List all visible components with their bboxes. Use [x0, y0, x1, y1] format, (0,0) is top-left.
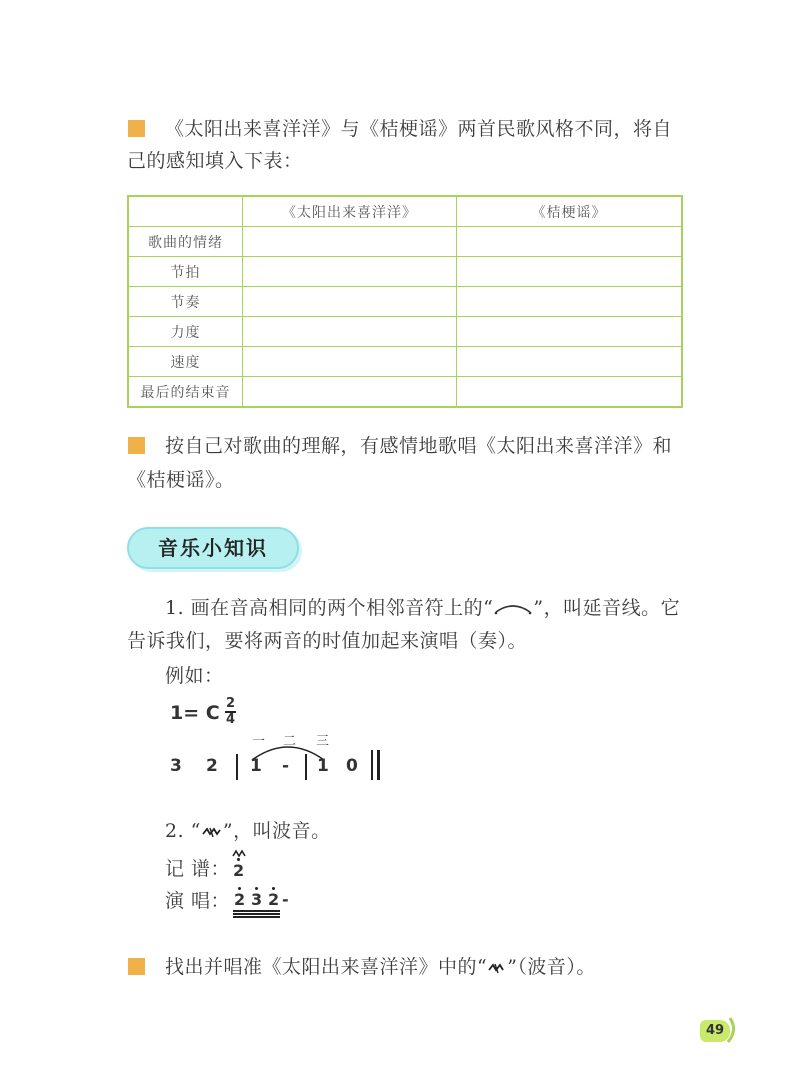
time-signature-bottom: 4 — [226, 712, 236, 727]
row-label: 节奏 — [128, 287, 243, 317]
blank-cell[interactable] — [457, 377, 683, 408]
table-header-cell: 《桔梗谣》 — [457, 196, 683, 227]
blank-cell[interactable] — [457, 287, 683, 317]
sing-label: 演 唱： — [165, 890, 231, 912]
row-label: 最后的结束音 — [128, 377, 243, 408]
table-header-cell: 《太阳出来喜洋洋》 — [243, 196, 457, 227]
note: 0 — [346, 756, 358, 776]
underline — [233, 916, 280, 918]
note: 3 — [170, 756, 182, 776]
blank-cell[interactable] — [243, 317, 457, 347]
note: 1 — [317, 756, 329, 776]
note: 2 — [206, 756, 218, 776]
row-label: 力度 — [128, 317, 243, 347]
tie-text-b: ”，叫延音线。它 — [533, 597, 681, 619]
blank-cell[interactable] — [243, 377, 457, 408]
table-header-cell — [128, 196, 243, 227]
tie-symbol-icon — [493, 602, 533, 616]
music-knowledge-badge: 音乐小知识 — [127, 527, 299, 569]
page-number: 49 — [700, 1020, 730, 1042]
blank-cell[interactable] — [457, 257, 683, 287]
note: 2 — [234, 890, 246, 909]
note: 3 — [251, 890, 263, 909]
mordent-symbol-icon — [487, 961, 507, 975]
row-label: 节拍 — [128, 257, 243, 287]
blank-cell[interactable] — [457, 317, 683, 347]
note: 2 — [233, 861, 245, 880]
underline — [233, 913, 280, 915]
bullet-square-icon — [128, 958, 145, 975]
feeling-table — [127, 195, 683, 408]
tie-definition — [165, 592, 680, 624]
table-row — [128, 377, 682, 408]
blank-cell[interactable] — [243, 227, 457, 257]
beat-count: 一 — [252, 734, 266, 749]
bullet-square-icon — [128, 120, 145, 137]
instruction-text: 按自己对歌曲的理解，有感情地歌唱《太阳出来喜洋洋》和 — [165, 435, 673, 457]
table-row — [128, 317, 682, 347]
note-dash: - — [282, 890, 289, 909]
instruction-text: 《太阳出来喜洋洋》与《桔梗谣》两首民歌风格不同，将自 — [165, 118, 673, 140]
final-barline — [371, 750, 373, 780]
instruction-text-a: 找出并唱准《太阳出来喜洋洋》中的“ — [165, 956, 488, 978]
mordent-definition — [165, 815, 331, 847]
barline — [236, 754, 238, 780]
blank-cell[interactable] — [457, 227, 683, 257]
table-row — [128, 287, 682, 317]
beat-count: 二 — [283, 734, 297, 749]
key-signature: 1= C — [170, 702, 220, 724]
page-corner-leaf-icon — [726, 1016, 740, 1044]
blank-cell[interactable] — [457, 347, 683, 377]
barline — [305, 754, 307, 780]
bullet-square-icon — [128, 437, 145, 454]
blank-cell[interactable] — [243, 257, 457, 287]
notation-label: 记 谱： — [165, 858, 231, 880]
instruction-text — [165, 951, 596, 983]
table-header-row — [128, 196, 682, 227]
final-barline — [377, 750, 380, 780]
instruction-text-cont: 己的感知填入下表： — [127, 150, 303, 172]
beat-count: 三 — [316, 734, 330, 749]
table-row — [128, 227, 682, 257]
tie-definition-cont: 告诉我们，要将两音的时值加起来演唱（奏）。 — [127, 630, 528, 652]
note-dash: - — [282, 756, 290, 776]
example-label: 例如： — [165, 665, 224, 687]
mordent-text-a: 2. “ — [165, 820, 201, 842]
instruction-text-cont: 《桔梗谣》。 — [127, 469, 235, 491]
mordent-symbol-icon — [201, 825, 223, 839]
instruction-text-b: ”（波音）。 — [507, 956, 596, 978]
blank-cell[interactable] — [243, 347, 457, 377]
row-label: 歌曲的情绪 — [128, 227, 243, 257]
mordent-mark-icon — [232, 848, 246, 858]
blank-cell[interactable] — [243, 287, 457, 317]
note: 1 — [250, 756, 262, 776]
mordent-text-b: ”，叫波音。 — [222, 820, 331, 842]
note: 2 — [268, 890, 280, 909]
time-signature-top: 2 — [226, 696, 236, 711]
row-label: 速度 — [128, 347, 243, 377]
table-row — [128, 257, 682, 287]
underline — [233, 910, 280, 912]
table-row — [128, 347, 682, 377]
tie-text-a: 1. 画在音高相同的两个相邻音符上的“ — [165, 597, 494, 619]
